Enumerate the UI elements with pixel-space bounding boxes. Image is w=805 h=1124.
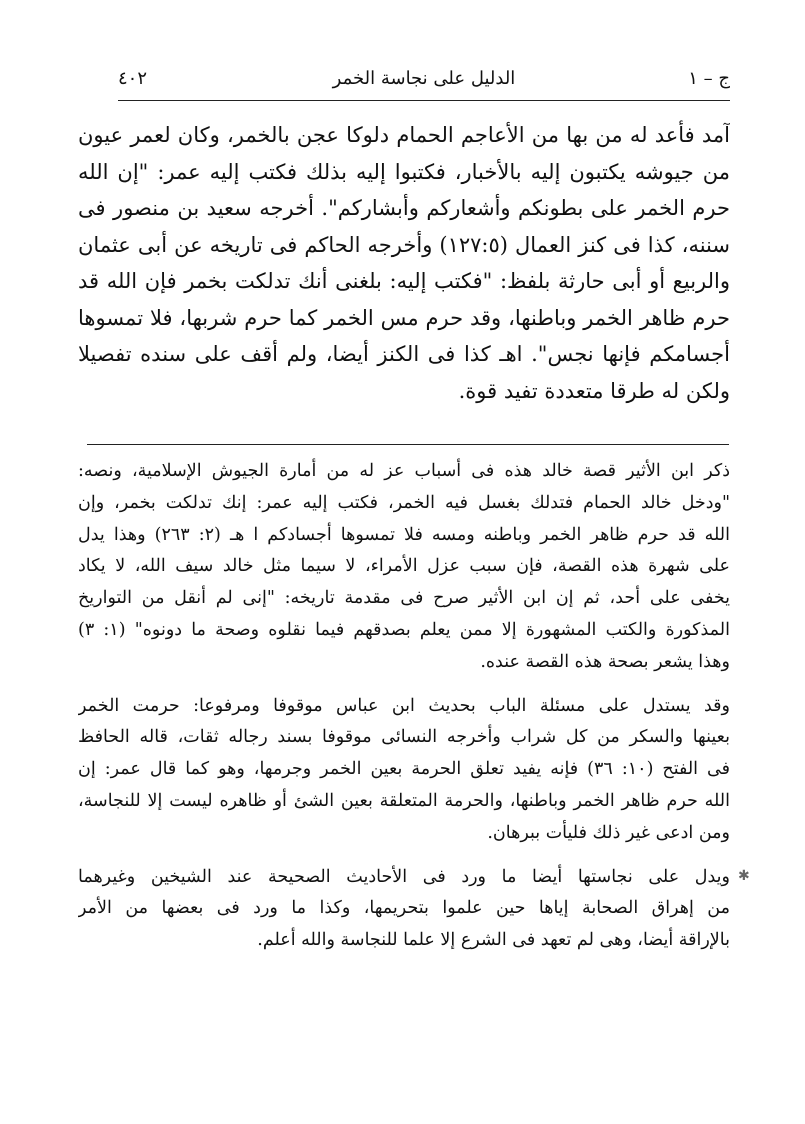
volume-label: ج – ١ <box>688 68 730 89</box>
page-number: ٤٠٢ <box>118 68 148 89</box>
text-line: سننه، كذا فى كنز العمال (١٢٧:٥) وأخرجه الحاكم فى تاريخه عن أبى عثمان <box>78 232 730 257</box>
footnote-line: فى الفتح (١٠: ٣٦) فإنه يفيد تعلق الحرمة بعين الخمر وجرمها، وهو كما قال عمر: إن <box>78 759 730 780</box>
footnotes <box>78 456 730 969</box>
footnote-line: الله حرم ظاهر الخمر وباطنها، والحرمة المتعلقة بعين الشئ أو ظاهره ليست إلا للنجاسة، <box>78 790 730 811</box>
footnote-line: بالإراقة أيضا، وهى لم تعهد فى الشرع إلا علما للنجاسة والله أعلم. <box>257 930 730 951</box>
footnote-line: المذكورة والكتب المشهورة إلا ممن يعلم بصدقهم فيما نقلوه وصحة ما دونوه" (١: ٣) <box>78 619 730 640</box>
footnote-line: ومن ادعى غير ذلك فليأت ببرهان. <box>487 822 730 843</box>
running-title: الدليل على نجاسة الخمر <box>332 68 516 89</box>
footnote-paragraph <box>78 691 730 850</box>
main-text <box>78 117 730 409</box>
footnote-line: يخفى على أحد، ثم إن ابن الأثير صرح فى مقدمة تاريخه: "إنى لم أنقل من التواريخ <box>78 588 730 609</box>
footnote-line: على شهرة هذه القصة، فإن سبب عزل الأمراء، لا سيما مثل خالد سيف الله، لا يكاد <box>78 556 730 577</box>
page-header <box>118 64 730 101</box>
text-line: أجسامكم فإنها نجس". اهـ كذا فى الكنز أيضا، ولم أقف على سنده تفصيلا <box>78 342 730 366</box>
footnote-divider <box>87 444 729 445</box>
footnote-line: "ودخل خالد الحمام فتدلك بغسل فيه الخمر، فكتب إليه عمر: إنك تدلكت بخمر، وإن <box>78 492 730 513</box>
footnote-line: الله قد حرم ظاهر الخمر وباطنه ومسه فلا تمسوها أجسادكم ا هـ (٢: ٢٦٣) وهذا يدل <box>78 524 730 545</box>
footnote-line: من إهراق الصحابة إياها حين علموا بتحريمها، وكذا ما ورد فى بعضها من الأمر <box>78 898 730 919</box>
text-line: حرم ظاهر الخمر وباطنها، وقد حرم مس الخمر كما حرم شربها، فلا تمسوها <box>78 305 730 330</box>
footnote-paragraph <box>78 456 730 679</box>
scan-speck: ✱ <box>738 868 750 884</box>
footnote-line: وقد يستدل على مسئلة الباب بحديث ابن عباس موقوفا ومرفوعا: حرمت الخمر <box>78 695 730 716</box>
footnote-paragraph <box>78 862 730 957</box>
footnote-line: وهذا يشعر بصحة هذه القصة عنده. <box>480 651 730 672</box>
text-line: حرم الخمر على بطونكم وأشعاركم وأبشاركم". أخرجه سعيد بن منصور فى <box>78 196 730 220</box>
text-line: آمد فأعد له من بها من الأعاجم الحمام دلوكا عجن بالخمر، وكان لعمر عيون <box>78 123 730 147</box>
footnote-line: ذكر ابن الأثير قصة خالد هذه فى أسباب عز له من أمارة الجيوش الإسلامية، ونصه: <box>78 461 730 481</box>
footnote-line: ويدل على نجاستها أيضا ما ورد فى الأحاديث الصحيحة عند الشيخين وغيرهما <box>78 866 730 887</box>
text-line: والربيع أو أبى حارثة بلفظ: "فكتب إليه: بلغنى أنك تدلكت بخمر فإن الله قد <box>78 269 730 293</box>
text-line: ولكن له طرقا متعددة تفيد قوة. <box>458 378 730 403</box>
footnote-line: بعينها والسكر من كل شراب وأخرجه النسائى موقوفا بسند رجاله ثقات، قاله الحافظ <box>78 727 730 748</box>
text-line: من جيوشه يكتبون إليه بالأخبار، فكتبوا إليه بذلك فكتب إليه عمر: "إن الله <box>78 159 730 184</box>
main-paragraph <box>78 117 730 409</box>
